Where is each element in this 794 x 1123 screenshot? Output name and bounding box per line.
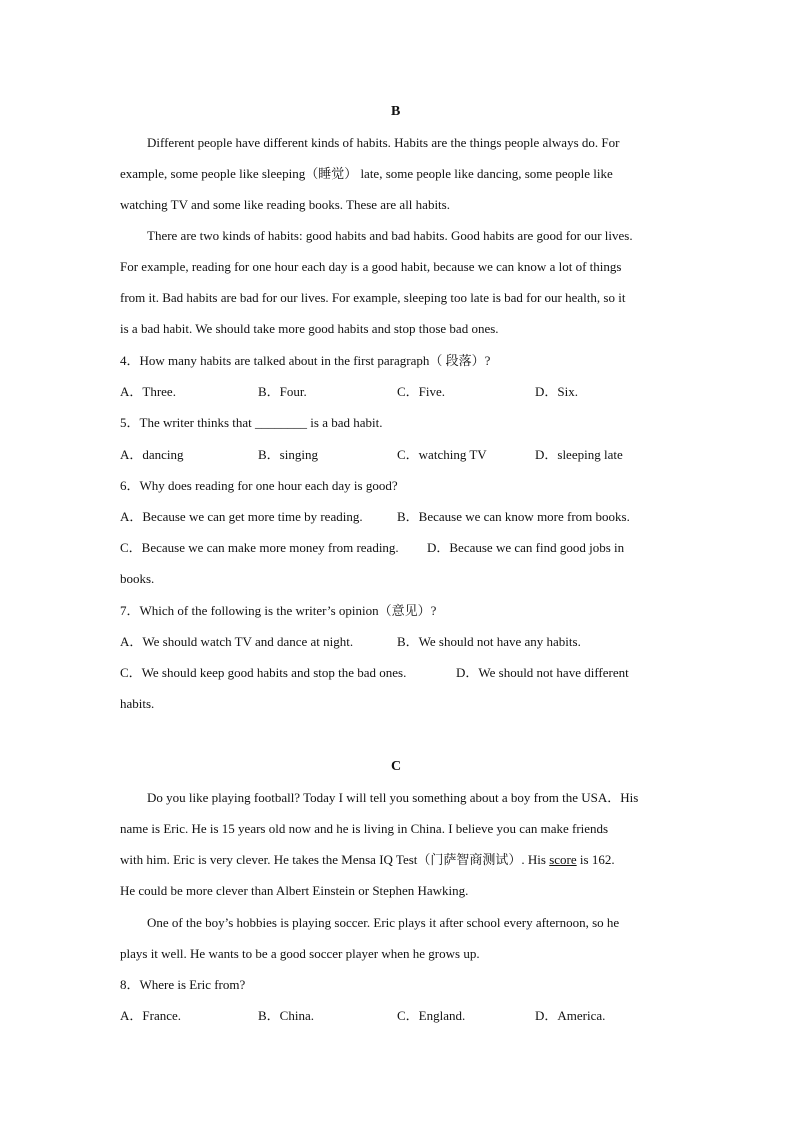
question-8-option-a: A．France. <box>120 1008 182 1023</box>
section-c-p2-line-2: plays it well. He wants to be a good soccer player when he grows up. <box>120 946 480 961</box>
section-b-p2-line-2: For example, reading for one hour each day is a good habit, because we can know a lot of things <box>120 259 622 274</box>
question-6-option-d: D．Because we can find good jobs in <box>427 540 625 555</box>
section-b-p1-line-2: example, some people like sleeping（睡觉） late, some people like dancing, some people like <box>120 166 613 181</box>
section-c-p1-line-3-text: with him. Eric is very clever. He takes the Mensa IQ Test（门萨智商测试）. His <box>120 852 550 867</box>
question-5-option-d: D．sleeping late <box>535 447 623 462</box>
section-b-heading: B <box>391 104 401 119</box>
question-6-option-b: B．Because we can know more from books. <box>397 509 630 524</box>
section-b-p2-line-3: from it. Bad habits are bad for our lives. For example, sleeping too late is bad for our health, so it <box>120 290 626 305</box>
question-4-option-d: D．Six. <box>535 384 578 399</box>
section-c-p1-line-3-tail: is 162. <box>576 852 615 867</box>
question-6-option-a: A．Because we can get more time by reading. <box>120 509 363 524</box>
question-4-option-a: A．Three. <box>120 384 176 399</box>
question-5-stem: 5．The writer thinks that ________ is a bad habit. <box>120 415 383 430</box>
section-c-heading: C <box>391 759 402 774</box>
question-7-option-a: A．We should watch TV and dance at night. <box>120 634 354 649</box>
section-c-p1-line-1: Do you like playing football? Today I will tell you something about a boy from the USA．His <box>147 790 639 805</box>
section-b-p1-line-1: Different people have different kinds of habits. Habits are the things people always do. For <box>147 135 620 150</box>
section-c-p2-line-1: One of the boy’s hobbies is playing soccer. Eric plays it after school every afternoon, so he <box>147 915 620 930</box>
question-7-option-d: D．We should not have different <box>456 665 629 680</box>
question-7-option-d-continued: habits. <box>120 696 155 711</box>
question-7-option-b: B．We should not have any habits. <box>397 634 581 649</box>
question-8-option-b: B．China. <box>258 1008 314 1023</box>
question-5-option-a: A．dancing <box>120 447 184 462</box>
question-6-option-d-continued: books. <box>120 571 155 586</box>
section-c-p1-line-2: name is Eric. He is 15 years old now and he is living in China. I believe you can make friends <box>120 821 609 836</box>
question-5-option-b: B．singing <box>258 447 318 462</box>
question-7-option-c: C．We should keep good habits and stop the bad ones. <box>120 665 407 680</box>
question-6-stem: 6．Why does reading for one hour each day is good? <box>120 478 398 493</box>
question-4-option-b: B．Four. <box>258 384 307 399</box>
section-c-p1-line-3 <box>120 852 615 868</box>
section-b-p1-line-3: watching TV and some like reading books. These are all habits. <box>120 197 450 212</box>
section-b-p2-line-4: is a bad habit. We should take more good habits and stop those bad ones. <box>120 321 499 336</box>
section-b-p2-line-1: There are two kinds of habits: good habits and bad habits. Good habits are good for our lives. <box>147 228 633 243</box>
section-c-p1-line-4: He could be more clever than Albert Einstein or Stephen Hawking. <box>120 883 469 898</box>
underlined-word-score: score <box>549 852 577 867</box>
question-8-option-d: D．America. <box>535 1008 606 1023</box>
question-7-stem: 7．Which of the following is the writer’s opinion（意见）? <box>120 603 437 618</box>
question-8-option-c: C．England. <box>397 1008 466 1023</box>
question-6-option-c: C．Because we can make more money from reading. <box>120 540 399 555</box>
question-4-stem: 4．How many habits are talked about in the first paragraph（ 段落）? <box>120 353 491 368</box>
question-5-option-c: C．watching TV <box>397 447 487 462</box>
question-8-stem: 8．Where is Eric from? <box>120 977 246 992</box>
question-4-option-c: C．Five. <box>397 384 446 399</box>
